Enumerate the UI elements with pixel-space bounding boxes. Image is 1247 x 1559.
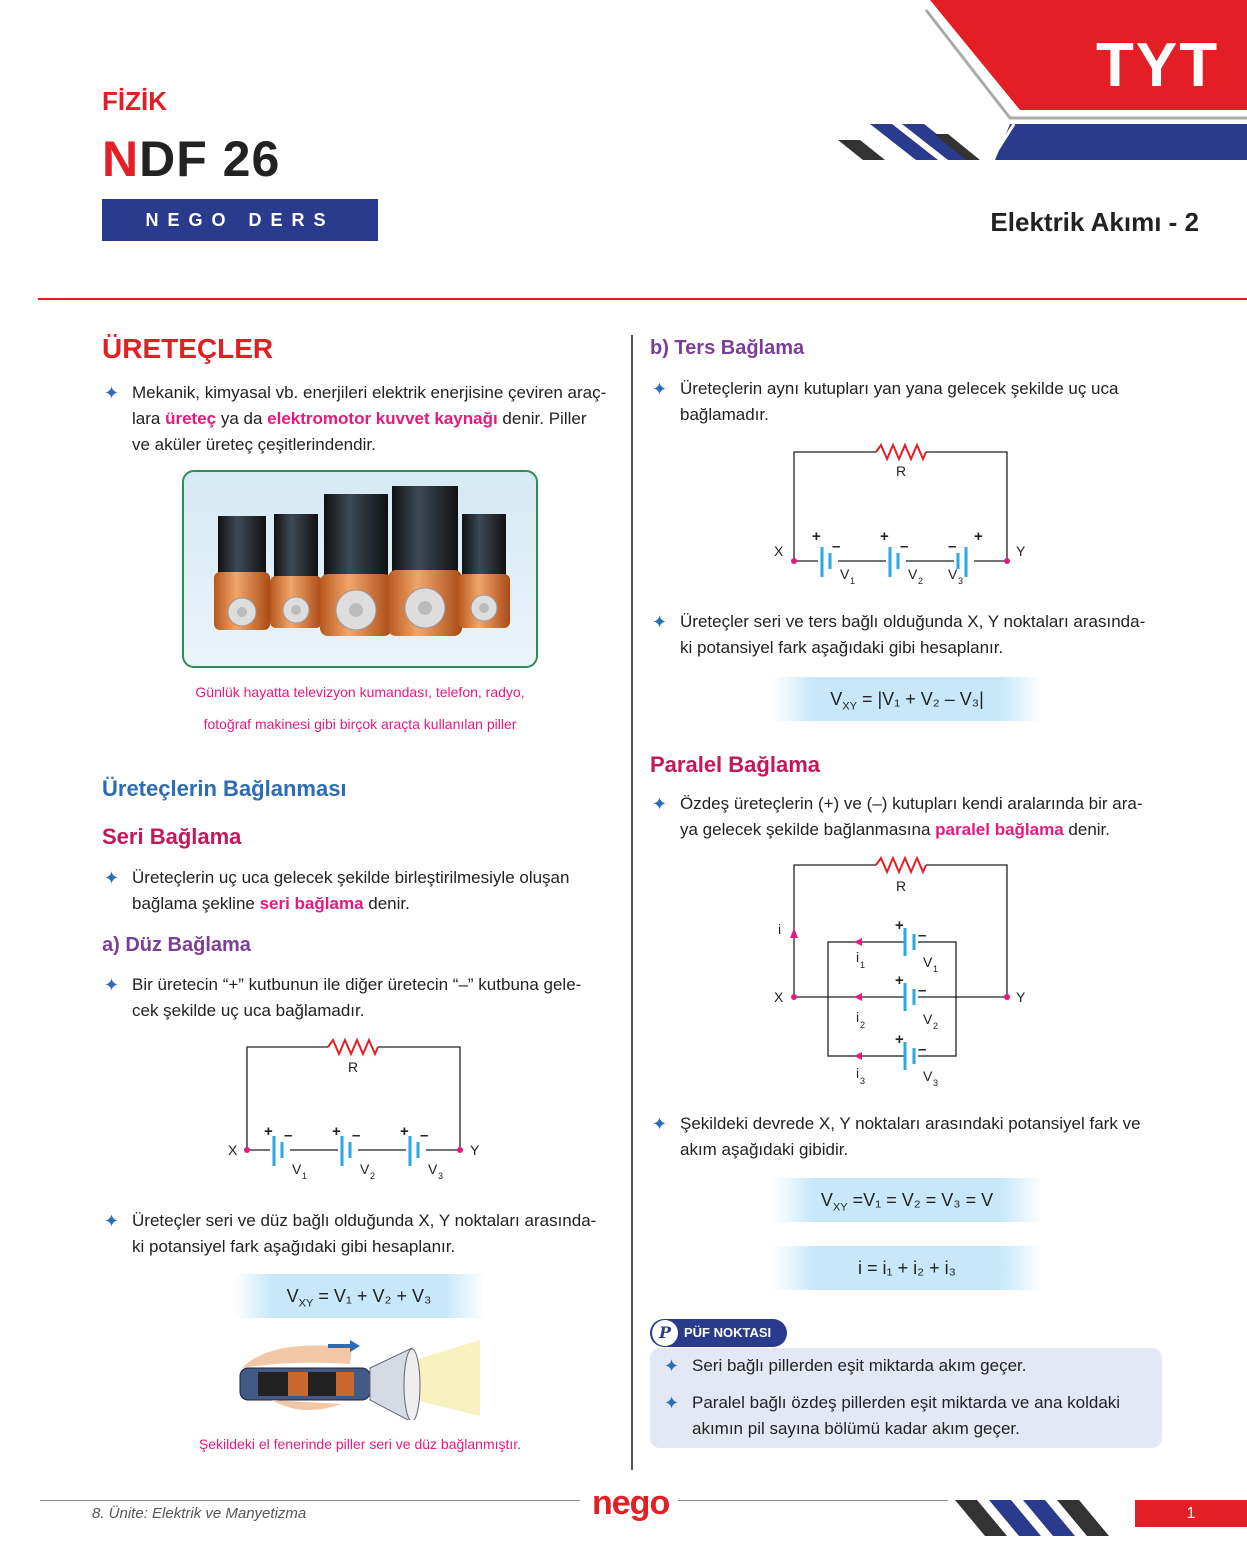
plus-sign: + bbox=[880, 528, 889, 545]
parallel-circuit bbox=[768, 848, 1038, 1098]
tip-item bbox=[664, 1353, 1182, 1379]
bullet-icon: ✦ bbox=[652, 1114, 668, 1134]
tip-line: Paralel bağlı özdeş pillerden eşit miktarda ve ana koldaki bbox=[692, 1393, 1121, 1412]
minus-sign: – bbox=[918, 982, 927, 999]
parallel-title: Paralel Bağlama bbox=[650, 752, 820, 777]
v1-sub: 1 bbox=[850, 576, 856, 586]
keyword-paralel: paralel bağlama bbox=[935, 820, 1064, 839]
parallel-paragraph bbox=[652, 791, 1192, 843]
minus-sign: – bbox=[420, 1127, 429, 1144]
series-paragraph bbox=[104, 865, 644, 917]
code-letter: N bbox=[102, 131, 140, 187]
batteries-photo bbox=[182, 470, 538, 668]
formula-rhs: = |V₁ + V₂ – V₃| bbox=[861, 689, 984, 709]
minus-sign: – bbox=[900, 538, 909, 555]
v3-sub: 3 bbox=[958, 576, 964, 586]
bullet-icon: ✦ bbox=[664, 1393, 680, 1413]
keyword-uretec: üreteç bbox=[165, 409, 217, 428]
plus-sign: + bbox=[895, 972, 904, 989]
direct-result-paragraph bbox=[104, 1208, 644, 1260]
subject-label: FİZİK bbox=[102, 86, 167, 116]
header-divider bbox=[38, 298, 1247, 300]
i1-sub: 1 bbox=[860, 960, 866, 970]
tip-label: PÜF NOKTASI bbox=[684, 1325, 772, 1340]
tip-icon: P bbox=[652, 1320, 678, 1346]
bullet-icon: ✦ bbox=[104, 868, 120, 888]
v3-label: V bbox=[948, 566, 958, 582]
footer-rule bbox=[678, 1500, 948, 1501]
bullet-icon: ✦ bbox=[652, 612, 668, 632]
series-title: Seri Bağlama bbox=[102, 824, 242, 849]
folio-label: NEGO DERS FÖYÜ bbox=[102, 199, 378, 241]
direct-result-line-2: ki potansiyel fark aşağıdaki gibi hesaplanır. bbox=[132, 1237, 456, 1256]
photo-caption-line-2: fotoğraf makinesi gibi birçok araçta kullanılan piller bbox=[203, 716, 517, 732]
direct-formula bbox=[234, 1274, 484, 1318]
formula-sub: XY bbox=[298, 1297, 314, 1310]
formula-rhs: = V₁ + V₂ + V₃ bbox=[318, 1286, 432, 1306]
exam-badge: TYT bbox=[1096, 31, 1220, 100]
v3-label: V bbox=[923, 1068, 933, 1084]
v1-label: V bbox=[923, 954, 933, 970]
resistor-label: R bbox=[896, 878, 907, 894]
nego-logo: nego bbox=[592, 1484, 670, 1522]
intro-line-1: Mekanik, kimyasal vb. enerjileri elektrik enerjisine çeviren araç- bbox=[132, 383, 607, 402]
batteries-illustration bbox=[184, 472, 536, 666]
plus-sign: + bbox=[812, 528, 821, 545]
v2-sub: 2 bbox=[370, 1171, 376, 1181]
intro-text: ya da bbox=[216, 409, 268, 428]
node-x-label: X bbox=[774, 543, 784, 559]
reverse-result-line-2: ki potansiyel fark aşağıdaki gibi hesaplanır. bbox=[680, 638, 1004, 657]
tip-line: Seri bağlı pillerden eşit miktarda akım geçer. bbox=[692, 1356, 1027, 1375]
formula-lhs: V bbox=[820, 1190, 833, 1210]
i3-label: i bbox=[856, 1065, 860, 1081]
parallel-result-line-1: Şekildeki devrede X, Y noktaları arasındaki potansiyel fark ve bbox=[680, 1114, 1141, 1133]
minus-sign: – bbox=[832, 538, 841, 555]
footer-decoration bbox=[955, 1498, 1135, 1538]
footer-rule bbox=[40, 1500, 580, 1501]
bullet-icon: ✦ bbox=[104, 383, 120, 403]
resistor-label: R bbox=[348, 1059, 359, 1075]
bullet-icon: ✦ bbox=[104, 975, 120, 995]
plus-sign: + bbox=[974, 528, 983, 545]
node-x-label: X bbox=[774, 989, 784, 1005]
topic-title: Elektrik Akımı - 2 bbox=[990, 207, 1199, 237]
plus-sign: + bbox=[400, 1123, 409, 1140]
direct-series-circuit bbox=[220, 1030, 490, 1190]
reverse-result-paragraph bbox=[652, 609, 1192, 661]
reverse-result-line-1: Üreteçler seri ve ters bağlı olduğunda X, Y noktaları arasında- bbox=[680, 612, 1146, 631]
series-line-1: Üreteçlerin uç uca gelecek şekilde birleştirilmesiyle oluşan bbox=[132, 868, 570, 887]
document-code bbox=[102, 130, 280, 188]
series-text: denir. bbox=[363, 894, 410, 913]
v1-label: V bbox=[840, 566, 850, 582]
v2-sub: 2 bbox=[933, 1021, 939, 1031]
formula-lhs: V bbox=[830, 689, 843, 709]
i1-label: i bbox=[856, 949, 860, 965]
node-y-label: Y bbox=[1016, 543, 1026, 559]
intro-line-3: ve aküler üreteç çeşitlerindendir. bbox=[132, 435, 376, 454]
i2-label: i bbox=[856, 1009, 860, 1025]
direct-line-2: cek şekilde uç uca bağlamadır. bbox=[132, 1001, 365, 1020]
parallel-voltage-formula bbox=[772, 1178, 1042, 1222]
parallel-current-formula: i = i₁ + i₂ + i₃ bbox=[772, 1246, 1042, 1290]
reverse-paragraph bbox=[652, 376, 1192, 428]
direct-paragraph bbox=[104, 972, 644, 1024]
plus-sign: + bbox=[895, 1031, 904, 1048]
series-text: bağlama şekline bbox=[132, 894, 260, 913]
page-number: 1 bbox=[1135, 1500, 1247, 1527]
minus-sign: – bbox=[918, 1041, 927, 1058]
direct-result-line-1: Üreteçler seri ve düz bağlı olduğunda X, Y noktaları arasında- bbox=[132, 1211, 597, 1230]
photo-caption bbox=[104, 676, 616, 740]
reverse-line-1: Üreteçlerin aynı kutupları yan yana gelecek şekilde uç uca bbox=[680, 379, 1119, 398]
resistor-label: R bbox=[896, 463, 907, 479]
tip-line: akımın pil sayına bölümü kadar akım geçer. bbox=[692, 1419, 1020, 1438]
parallel-result-line-2: akım aşağıdaki gibidir. bbox=[680, 1140, 849, 1159]
v2-label: V bbox=[360, 1161, 370, 1177]
i2-sub: 2 bbox=[860, 1020, 866, 1030]
v3-label: V bbox=[428, 1161, 438, 1177]
v2-label: V bbox=[923, 1011, 933, 1027]
intro-text: denir. Piller bbox=[497, 409, 587, 428]
parallel-text: ya gelecek şekilde bağlanmasına bbox=[680, 820, 936, 839]
tip-item bbox=[664, 1390, 1182, 1442]
formula-rhs: =V₁ = V₂ = V₃ = V bbox=[852, 1190, 994, 1210]
minus-sign: – bbox=[352, 1127, 361, 1144]
keyword-seri: seri bağlama bbox=[259, 894, 364, 913]
flashlight-caption: Şekildeki el fenerinde piller seri ve düz bağlanmıştır. bbox=[198, 1436, 522, 1452]
node-x-label: X bbox=[228, 1142, 238, 1158]
v1-label: V bbox=[292, 1161, 302, 1177]
plus-sign: + bbox=[332, 1123, 341, 1140]
tip-badge bbox=[650, 1319, 787, 1347]
plus-sign: + bbox=[895, 917, 904, 934]
bullet-icon: ✦ bbox=[664, 1356, 680, 1376]
code-rest: DF 26 bbox=[139, 131, 281, 187]
parallel-text: denir. bbox=[1063, 820, 1110, 839]
connect-title: Üreteçlerin Bağlanması bbox=[102, 776, 347, 801]
reverse-line-2: bağlamadır. bbox=[680, 405, 769, 424]
bullet-icon: ✦ bbox=[652, 794, 668, 814]
minus-sign: – bbox=[918, 927, 927, 944]
v3-sub: 3 bbox=[933, 1078, 939, 1088]
v2-label: V bbox=[908, 566, 918, 582]
formula-sub: XY bbox=[842, 700, 857, 713]
minus-sign: – bbox=[948, 538, 957, 555]
current-label: i bbox=[778, 921, 782, 937]
node-y-label: Y bbox=[470, 1142, 480, 1158]
v1-sub: 1 bbox=[933, 964, 939, 974]
plus-sign: + bbox=[264, 1123, 273, 1140]
minus-sign: – bbox=[284, 1127, 293, 1144]
direct-line-1: Bir üretecin “+” kutbunun ile diğer üretecin “–” kutbuna gele- bbox=[132, 975, 582, 994]
parallel-result-paragraph bbox=[652, 1111, 1192, 1163]
footer-unit: 8. Ünite: Elektrik ve Manyetizma bbox=[92, 1505, 307, 1522]
v1-sub: 1 bbox=[302, 1171, 308, 1181]
reverse-title: b) Ters Bağlama bbox=[650, 337, 805, 359]
photo-caption-line-1: Günlük hayatta televizyon kumandası, telefon, radyo, bbox=[195, 684, 525, 700]
parallel-line-1: Özdeş üreteçlerin (+) ve (–) kutupları kendi aralarında bir ara- bbox=[680, 794, 1143, 813]
section-title: ÜRETEÇLER bbox=[102, 333, 274, 364]
formula-lhs: V bbox=[286, 1286, 299, 1306]
formula-sub: XY bbox=[832, 1201, 848, 1214]
v2-sub: 2 bbox=[918, 576, 924, 586]
reverse-formula bbox=[772, 677, 1042, 721]
intro-paragraph bbox=[104, 380, 644, 458]
flashlight-illustration bbox=[232, 1330, 488, 1420]
node-y-label: Y bbox=[1016, 989, 1026, 1005]
reverse-series-circuit bbox=[768, 435, 1038, 595]
v3-sub: 3 bbox=[438, 1171, 444, 1181]
intro-text: lara bbox=[132, 409, 166, 428]
direct-title: a) Düz Bağlama bbox=[102, 934, 251, 956]
keyword-emk: elektromotor kuvvet kaynağı bbox=[267, 409, 498, 428]
i3-sub: 3 bbox=[860, 1076, 866, 1086]
bullet-icon: ✦ bbox=[104, 1211, 120, 1231]
bullet-icon: ✦ bbox=[652, 379, 668, 399]
